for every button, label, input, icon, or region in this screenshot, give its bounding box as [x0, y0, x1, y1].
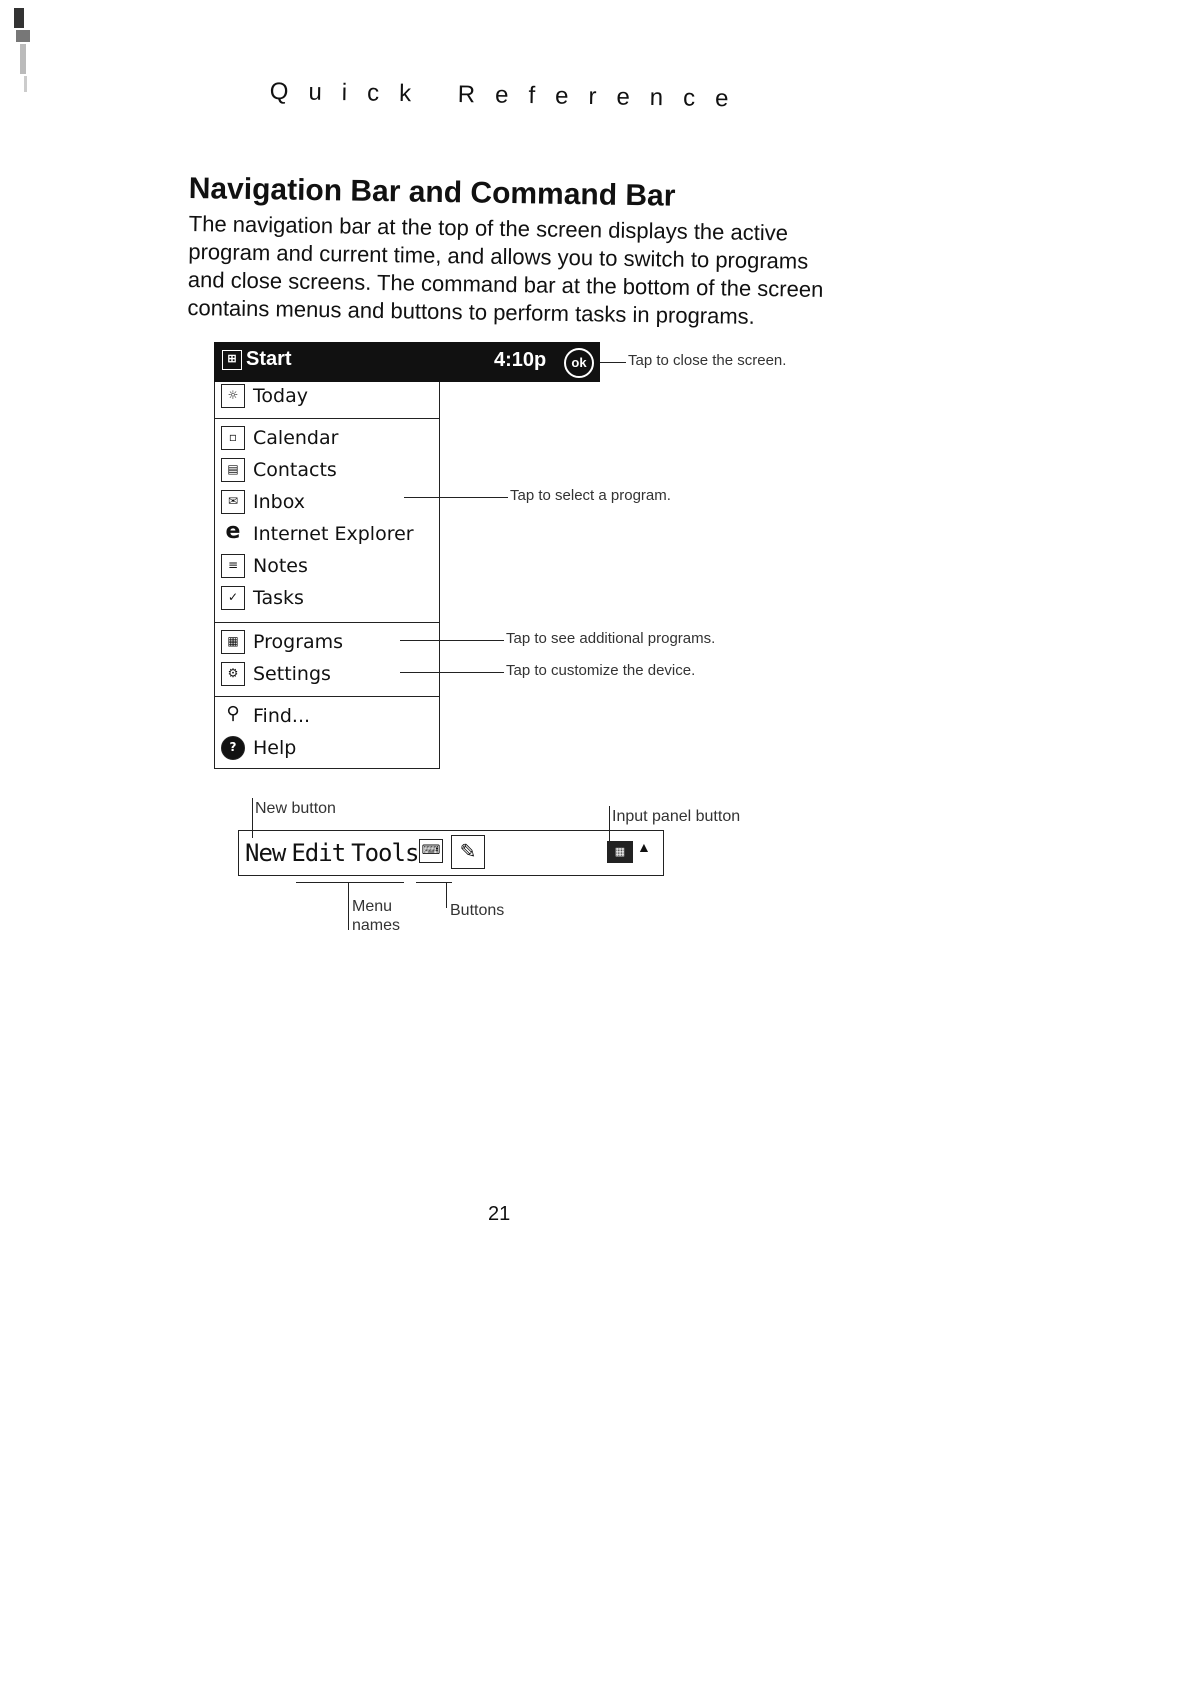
menu-divider [215, 622, 439, 623]
callout-additional-programs: Tap to see additional programs. [506, 630, 716, 647]
menu-names [245, 839, 424, 867]
callout-leader [400, 672, 504, 673]
callout-leader [404, 497, 508, 498]
menu-item-label: Calendar [253, 427, 339, 449]
start-button[interactable] [222, 348, 292, 371]
menu-divider [215, 696, 439, 697]
ok-close-button[interactable]: ok [564, 348, 594, 378]
menu-item-label: Today [253, 385, 308, 407]
menu-item-tasks[interactable] [221, 586, 304, 610]
paragraph-line: The navigation bar at the top of the screen displays the active [188, 210, 789, 246]
command-bar [238, 830, 664, 876]
menu-item-notes[interactable] [221, 554, 308, 578]
start-label: Start [246, 348, 292, 370]
find-icon: ⚲ [226, 703, 240, 724]
callout-leader [348, 882, 349, 930]
menu-item-label: Settings [253, 663, 331, 685]
paragraph-line: program and current time, and allows you to switch to programs [188, 238, 809, 274]
menu-names-bracket [296, 882, 404, 883]
menu-names-label-line1: Menu [352, 898, 393, 915]
programs-icon: ▦ [221, 630, 245, 654]
navigation-bar [214, 342, 600, 382]
windows-flag-icon: ⊞ [222, 350, 242, 370]
menu-item-programs[interactable] [221, 630, 343, 654]
menu-item-label: Tasks [253, 587, 304, 609]
menu-item-internet-explorer[interactable] [221, 519, 414, 546]
menu-item-label: Internet Explorer [253, 523, 414, 545]
scan-artifact [12, 6, 34, 96]
keyboard-toggle-button[interactable]: ⌨ [419, 839, 443, 863]
menu-item-label: Contacts [253, 459, 337, 481]
menu-item-label: Help [253, 737, 297, 759]
start-menu-illustration [214, 342, 787, 772]
paragraph-line: contains menus and buttons to perform tasks in programs. [187, 294, 756, 329]
menu-edit[interactable]: Edit [291, 839, 346, 867]
callout-leader [600, 362, 626, 363]
buttons-label: Buttons [450, 902, 505, 919]
callout-customize-device: Tap to customize the device. [506, 662, 696, 679]
menu-item-calendar[interactable] [221, 426, 338, 450]
pen-icon[interactable]: ✎ [451, 835, 485, 869]
menu-item-help[interactable] [221, 736, 296, 760]
internet-explorer-icon: e [225, 519, 241, 544]
menu-names-label-line2: names [352, 917, 401, 934]
section-title: Navigation Bar and Command Bar [188, 172, 676, 213]
paragraph-line: and close screens. The command bar at the bottom of the screen [187, 266, 824, 302]
callout-select-program: Tap to select a program. [510, 487, 671, 504]
new-button-label: New button [255, 800, 336, 817]
menu-tools[interactable]: Tools [351, 839, 419, 867]
callout-close-screen: Tap to close the screen. [628, 352, 787, 369]
help-icon: ? [221, 736, 245, 760]
calendar-icon: ▫ [221, 426, 245, 450]
input-panel-button[interactable]: ▦ [607, 841, 633, 863]
today-icon: ☼ [221, 384, 245, 408]
input-panel-label: Input panel button [612, 808, 741, 825]
page-number: 21 [488, 1203, 511, 1225]
menu-item-contacts[interactable] [221, 458, 337, 482]
notes-icon: ≡ [221, 554, 245, 578]
menu-item-label: Programs [253, 631, 344, 653]
menu-item-find[interactable] [221, 704, 310, 728]
contacts-icon: ▤ [221, 458, 245, 482]
menu-item-label: Inbox [253, 491, 305, 513]
input-arrow-icon[interactable]: ▲ [637, 839, 651, 855]
clock-time: 4:10p [494, 349, 547, 371]
section-paragraph [187, 210, 849, 332]
inbox-icon: ✉ [221, 490, 245, 514]
menu-divider [215, 418, 439, 419]
callout-leader [446, 882, 447, 908]
menu-item-label: Notes [253, 555, 308, 577]
menu-item-settings[interactable] [221, 662, 331, 686]
callout-leader [400, 640, 504, 641]
start-menu-list [214, 382, 440, 769]
menu-item-inbox[interactable] [221, 490, 305, 514]
running-head: Quick Reference [269, 78, 749, 113]
tasks-icon: ✓ [221, 586, 245, 610]
menu-item-today[interactable] [221, 384, 308, 408]
menu-new[interactable]: New [245, 839, 286, 867]
menu-item-label: Find... [253, 705, 311, 727]
settings-icon: ⚙ [221, 662, 245, 686]
